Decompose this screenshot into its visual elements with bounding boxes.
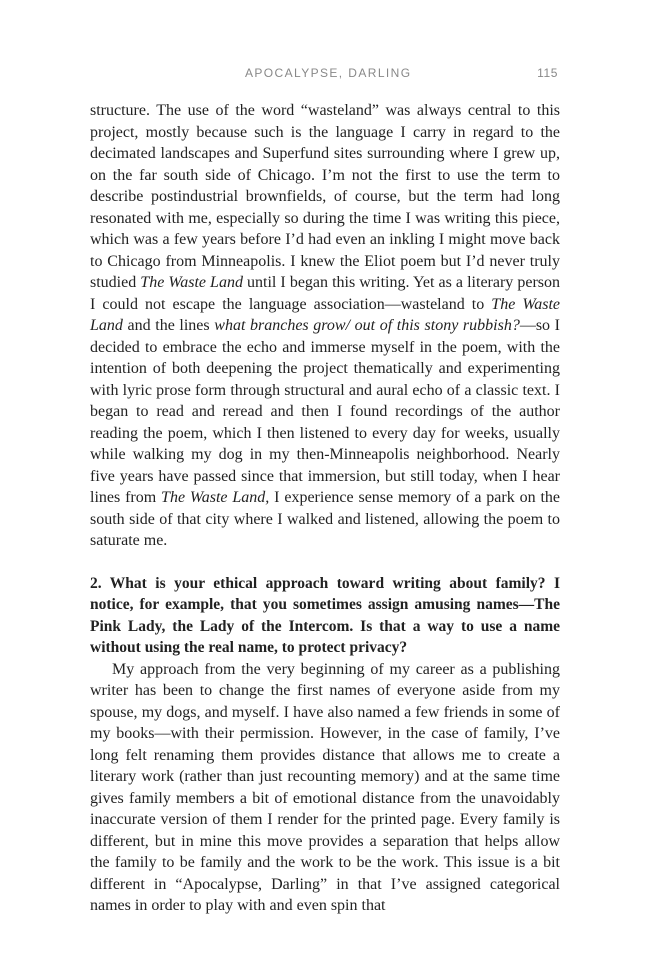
running-title: APOCALYPSE, DARLING — [245, 66, 412, 80]
paragraph-text: I experience sense memory of a park on the south side of that city where I walked and listened, allowing the poem to saturate me. — [90, 489, 561, 549]
paragraph-text: structure. The use of the word “wasteland” was always central to this project, mostly because such is the language I carry in regard to the decimated landscapes and Superfund sites surrounding where I grew up, on the far south side of Chicago. I’m not the first to use the term to describe postindustrial brownfields, of course, but the term had long resonated with me, especially so during the time I was writing this piece, which was a few years before I’d had even an inkling I might move back to Chicago from Minneapolis. I knew the Eliot poem but I’d never truly studied — [90, 102, 560, 291]
paragraph-text: until I began this writing. Yet as a literary person I could not escape the language association—wasteland to — [90, 274, 561, 313]
running-head — [90, 64, 560, 84]
page-number: 115 — [537, 66, 558, 80]
interview-answer: My approach from the very beginning of my career as a publishing writer has been to change the first names of everyone aside from my spouse, my dogs, and myself. I have also named a few friends in some of my books—with their permission. However, in the case of family, I’ve long felt renaming them provides distance that allows me to create a literary work (rather than just recounting memory) and at the same time gives family members a bit of emotional distance from the unavoidably inaccurate version of them I render for the printed page. Every family is different, but in mine this move provides a separation that helps allow the family to be family and the work to be the work. This issue is a bit different in “Apocalypse, Darling” in that I’ve assigned categorical names in order to play with and even spin that — [90, 660, 560, 914]
paragraph-continuation — [90, 100, 560, 552]
paragraph-text: —so I decided to embrace the echo and immerse myself in the poem, with the intention of both deepening the project thematically and experimenting with lyric prose form through structural and aural echo of a classic text. I began to read and reread and then I found recordings of the author reading the poem, which I then listened to every day for weeks, usually while walking my dog in my then-Minneapolis neighborhood. Nearly five years have passed since that immersion, but still today, when I hear lines from — [90, 317, 561, 506]
interview-question: 2. What is your ethical approach toward writing about family? I notice, for example, that you sometimes assign amusing names—The Pink Lady, the Lady of the Intercom. Is that a way to use a name without using the real name, to protect privacy? — [90, 574, 560, 656]
body-text — [90, 100, 560, 917]
book-title-italic: The Waste Land — [90, 295, 560, 334]
book-title-italic: The Waste Land — [140, 274, 243, 291]
paragraph-text: and the lines — [122, 317, 215, 334]
book-page — [90, 64, 560, 917]
book-title-italic: The Waste Land, — [161, 489, 270, 506]
poem-quote-italic: what branches grow/ out of this stony rubbish? — [214, 317, 520, 334]
